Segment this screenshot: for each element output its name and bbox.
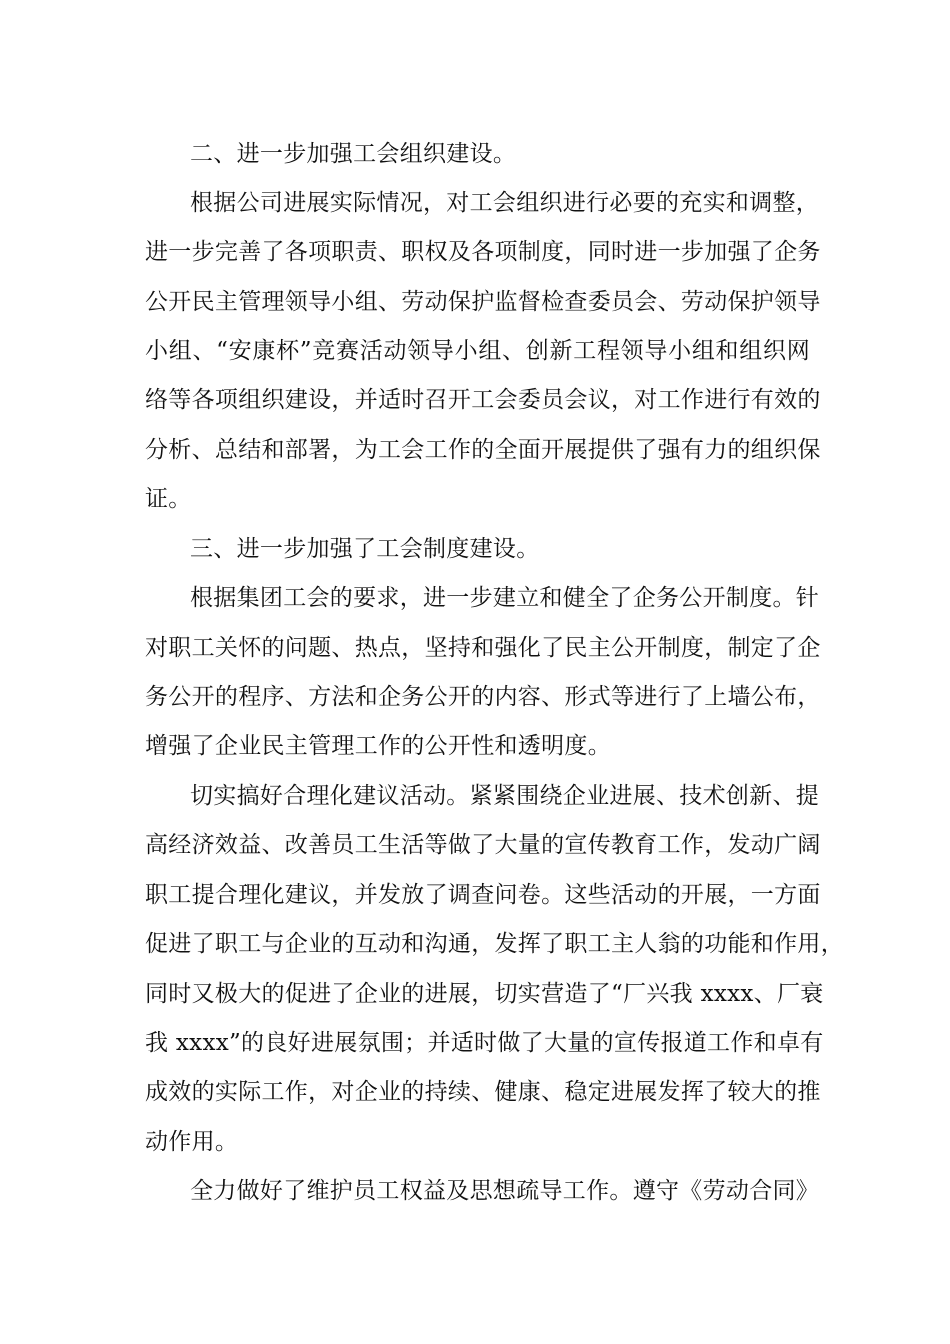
paragraph-line: 职工提合理化建议，并发放了调查问卷。这些活动的开展，一方面 [145,882,821,908]
section-heading-3: 三、进一步加强了工会制度建设。 [190,536,540,562]
paragraph-line: 进一步完善了各项职责、职权及各项制度，同时进一步加强了企务 [145,239,821,265]
paragraph-line: 公开民主管理领导小组、劳动保护监督检查委员会、劳动保护领导 [145,289,821,315]
paragraph-line: 根据集团工会的要求，进一步建立和健全了企务公开制度。针 [190,585,820,611]
paragraph-line: 促进了职工与企业的互动和沟通，发挥了职工主人翁的功能和作用， [145,931,844,957]
paragraph-line: 分析、总结和部署，为工会工作的全面开展提供了强有力的组织保 [145,437,821,463]
paragraph-line: 证。 [145,486,192,512]
paragraph-line: 高经济效益、改善员工生活等做了大量的宣传教育工作，发动广阔 [145,832,821,858]
section-heading-2: 二、进一步加强工会组织建设。 [190,141,517,167]
paragraph-line: 络等各项组织建设，并适时召开工会委员会议，对工作进行有效的 [145,387,821,413]
paragraph-line: 根据公司进展实际情况，对工会组织进行必要的充实和调整， [190,190,820,216]
paragraph-line: 成效的实际工作，对企业的持续、健康、稳定进展发挥了较大的推 [145,1079,821,1105]
paragraph-line: 动作用。 [145,1129,239,1155]
paragraph-line: 我 xxxx”的良好进展氛围；并适时做了大量的宣传报道工作和卓有 [145,1030,824,1056]
paragraph-line: 切实搞好合理化建议活动。紧紧围绕企业进展、技术创新、提 [190,783,820,809]
paragraph-line: 增强了企业民主管理工作的公开性和透明度。 [145,733,611,759]
paragraph-line: 务公开的程序、方法和企务公开的内容、形式等进行了上墙公布， [145,684,821,710]
paragraph-line: 对职工关怀的问题、热点，坚持和强化了民主公开制度，制定了企 [145,635,821,661]
paragraph-line: 全力做好了维护员工权益及思想疏导工作。遵守《劳动合同》 [190,1178,820,1204]
paragraph-line: 小组、“安康杯”竞赛活动领导小组、创新工程领导小组和组织网 [145,338,810,364]
paragraph-line: 同时又极大的促进了企业的进展，切实营造了“厂兴我 xxxx、厂衰 [145,981,824,1007]
